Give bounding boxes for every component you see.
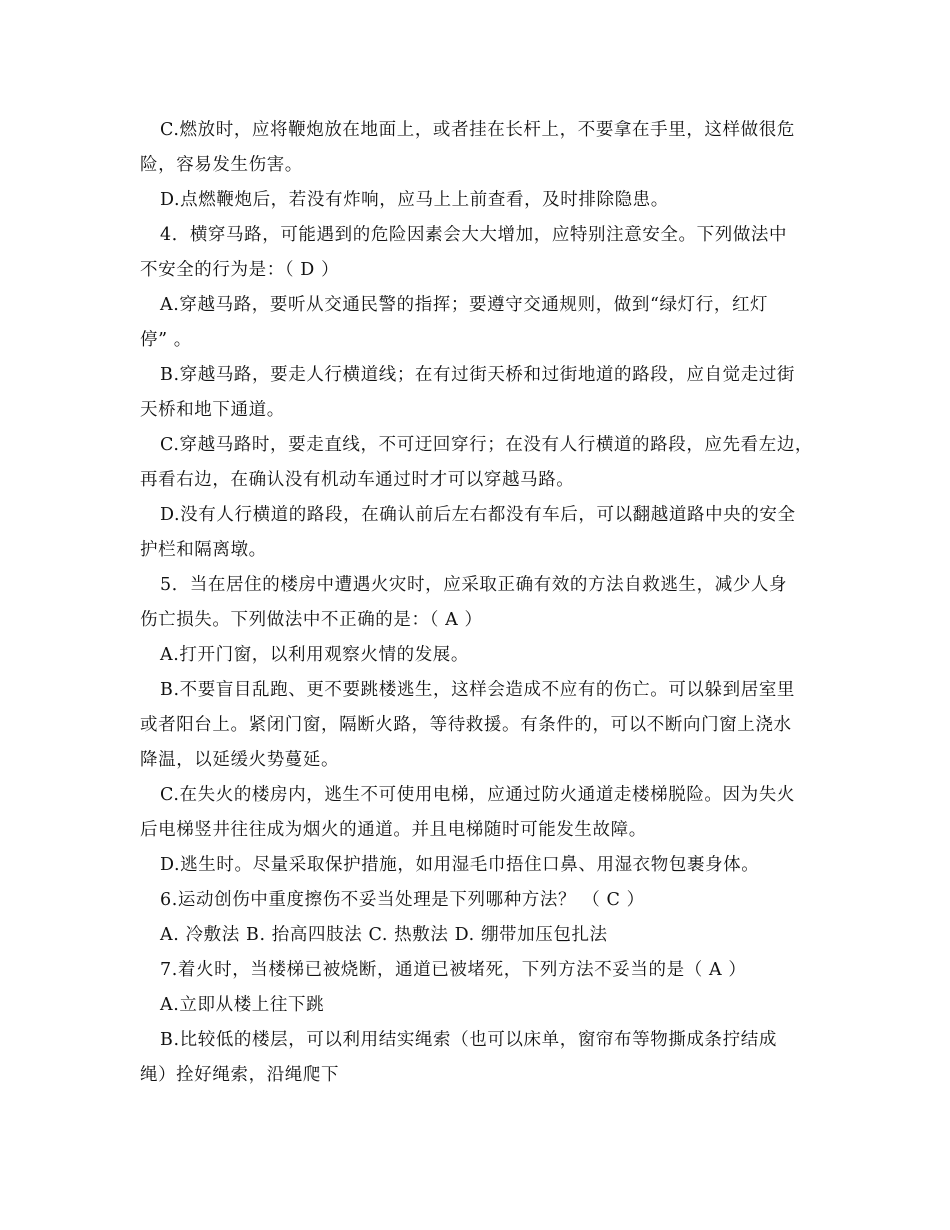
text-line: 天桥和地下通道。 <box>140 400 285 420</box>
option-line: B.比较低的楼层，可以利用结实绳索（也可以床单，窗帘布等物撕成条拧结成 <box>160 1030 777 1050</box>
question-6-line: 6.运动创伤中重度擦伤不妥当处理是下列哪种方法？ （ C ） <box>160 890 645 910</box>
question-5-line: 5．当在居住的楼房中遭遇火灾时，应采取正确有效的方法自救逃生，减少人身 <box>160 575 788 595</box>
option-line: C.在失火的楼房内，逃生不可使用电梯，应通过防火通道走楼梯脱险。因为失火 <box>160 785 795 805</box>
option-line: A. 冷敷法 B. 抬高四肢法 C. 热敷法 D. 绷带加压包扎法 <box>160 925 608 945</box>
text-line: 降温，以延缓火势蔓延。 <box>140 750 340 770</box>
option-line: A.穿越马路，要听从交通民警的指挥；要遵守交通规则，做到“绿灯行，红灯 <box>160 295 769 315</box>
text-line: 停” 。 <box>140 330 192 350</box>
text-line: 后电梯竖井往往成为烟火的通道。并且电梯随时可能发生故障。 <box>140 820 647 840</box>
text-line: 或者阳台上。紧闭门窗，隔断火路，等待救援。有条件的，可以不断向门窗上浇水 <box>140 715 792 735</box>
document-body <box>140 113 820 1093</box>
text-line: C.燃放时，应将鞭炮放在地面上，或者挂在长杆上，不要拿在手里，这样做很危 <box>160 120 795 140</box>
option-line: D.没有人行横道的路段，在确认前后左右都没有车后，可以翻越道路中央的安全 <box>160 505 796 525</box>
text-line: D.点燃鞭炮后，若没有炸响，应马上上前查看，及时排除隐患。 <box>160 190 669 210</box>
text-line: 伤亡损失。下列做法中不正确的是：（ A ） <box>140 610 483 630</box>
option-line: B.不要盲目乱跑、更不要跳楼逃生，这样会造成不应有的伤亡。可以躲到居室里 <box>160 680 796 700</box>
text-line: 不安全的行为是：（ D ） <box>140 260 340 280</box>
text-line: 险，容易发生伤害。 <box>140 155 303 175</box>
text-line: 再看右边，在确认没有机动车通过时才可以穿越马路。 <box>140 470 575 490</box>
option-line: B.穿越马路，要走人行横道线；在有过街天桥和过街地道的路段，应自觉走过街 <box>160 365 796 385</box>
option-line: C.穿越马路时，要走直线，不可迂回穿行；在没有人行横道的路段，应先看左边， <box>160 435 814 455</box>
option-line: D.逃生时。尽量采取保护措施，如用湿毛巾捂住口鼻、用湿衣物包裹身体。 <box>160 855 760 875</box>
option-line: A.打开门窗，以利用观察火情的发展。 <box>160 645 469 665</box>
option-line: A.立即从楼上往下跳 <box>160 995 325 1015</box>
question-7-line: 7.着火时，当楼梯已被烧断，通道已被堵死，下列方法不妥当的是（ A ） <box>160 960 747 980</box>
question-4-line: 4．横穿马路，可能遇到的危险因素会大大增加，应特别注意安全。下列做法中 <box>160 225 788 245</box>
text-line: 护栏和隔离墩。 <box>140 540 267 560</box>
text-line: 绳）拴好绳索，沿绳爬下 <box>140 1065 340 1085</box>
